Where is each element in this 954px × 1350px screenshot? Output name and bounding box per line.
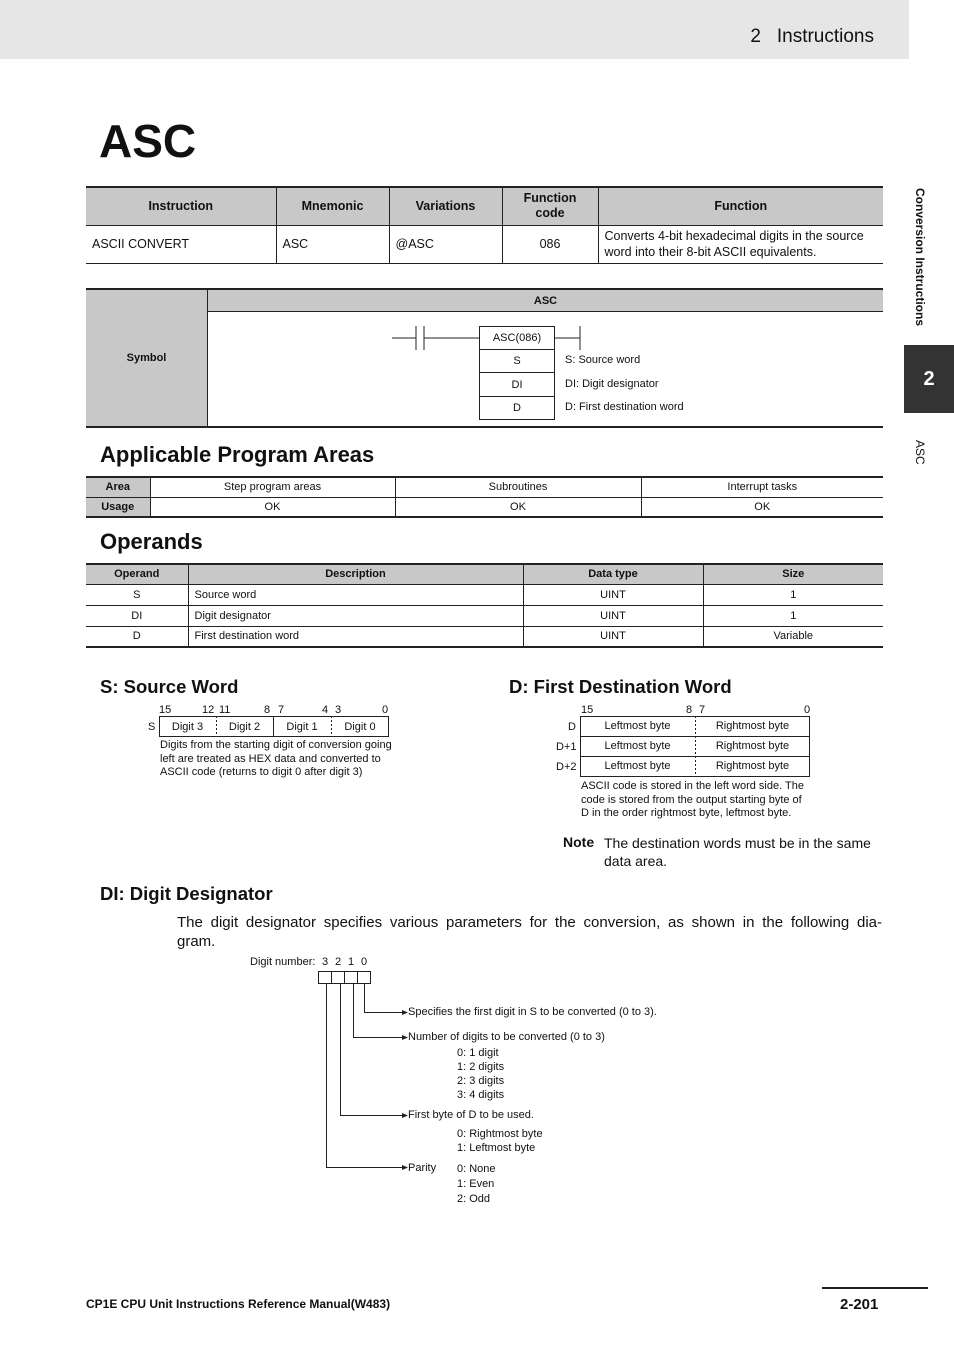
bit-label: 0 [382, 704, 389, 716]
header-mnemonic: Mnemonic [276, 187, 389, 225]
operand-d: D [513, 402, 521, 414]
digit-number-label: Digit number: [250, 956, 316, 968]
bit-label: 3 [335, 704, 342, 716]
leftmost-byte-cell: Leftmost byte [604, 740, 671, 752]
designator-item-label: Number of digits to be converted (0 to 3) [408, 1031, 605, 1043]
symbol-label: Symbol [86, 290, 208, 426]
dest-row-label: D+1 [556, 741, 577, 753]
program-areas-heading: Applicable Program Areas [100, 442, 375, 467]
operands-heading: Operands [100, 529, 203, 554]
bit-label: 8 [686, 704, 693, 716]
operands-table-header [86, 564, 883, 584]
cell-function: Converts 4-bit hexadecimal digits in the source word into their 8-bit ASCII equivalents. [598, 225, 883, 263]
program-areas-table [86, 476, 883, 518]
operand-data-type: UINT [523, 605, 703, 626]
page-title: ASC [99, 115, 197, 167]
symbol-header: ASC [208, 290, 883, 312]
note-label: Note [563, 834, 595, 850]
operand-s-desc: S: Source word [565, 354, 641, 366]
operand-di-desc: DI: Digit designator [565, 378, 659, 390]
footer-rule [822, 1287, 928, 1289]
digit-number: 1 [348, 956, 355, 968]
table-row [86, 497, 883, 517]
bit-label: 0 [804, 704, 811, 716]
header-function: Function [598, 187, 883, 225]
digit-designator-heading: DI: Digit Designator [100, 883, 273, 904]
rightmost-byte-cell: Rightmost byte [715, 740, 790, 752]
area-label: Area [86, 477, 150, 497]
designator-item-label: Specifies the first digit in S to be converted (0 to 3). [408, 1006, 657, 1018]
table-row [86, 584, 883, 605]
function-block-title: ASC(086) [492, 332, 542, 344]
header-instruction: Instruction [86, 187, 276, 225]
note-text: The destination words must be in the same data area. [604, 835, 871, 869]
digit-cell: Digit 1 [286, 720, 318, 733]
operand-size: Variable [703, 626, 883, 647]
area-step: Step program areas [150, 477, 395, 497]
bit-label: 12 [202, 704, 215, 716]
designator-item-label: Parity [408, 1162, 437, 1174]
header-function-code: Function code [502, 187, 598, 225]
area-interrupt: Interrupt tasks [641, 477, 883, 497]
source-word-heading: S: Source Word [100, 676, 239, 697]
area-subroutines: Subroutines [395, 477, 641, 497]
header-data-type: Data type [523, 564, 703, 584]
operand-description: Digit designator [188, 605, 523, 626]
instruction-table-header [86, 187, 883, 225]
dest-word-heading: D: First Destination Word [509, 676, 732, 697]
usage-subroutines: OK [395, 497, 641, 517]
bit-label: 7 [278, 704, 285, 716]
operands-table [86, 563, 883, 648]
leftmost-byte-cell: Leftmost byte [604, 720, 671, 732]
operand-d-desc: D: First destination word [565, 401, 684, 413]
side-instruction-label: ASC [913, 440, 927, 465]
bit-label: 8 [264, 704, 271, 716]
operand-size: 1 [703, 605, 883, 626]
rightmost-byte-cell: Rightmost byte [715, 760, 790, 772]
header-variations: Variations [389, 187, 502, 225]
designator-options: 0: Rightmost byte 1: Leftmost byte [457, 1128, 543, 1154]
chapter-number: 2 [750, 26, 761, 47]
digit-number: 2 [335, 956, 342, 968]
operand-data-type: UINT [523, 626, 703, 647]
instruction-table [86, 186, 883, 264]
bit-label: 4 [322, 704, 329, 716]
operand-name: DI [86, 605, 188, 626]
footer-manual-title: CP1E CPU Unit Instructions Reference Manual(W483) [86, 1297, 391, 1311]
rightmost-byte-cell: Rightmost byte [715, 720, 790, 732]
source-word-caption: Digits from the starting digit of conversion going left are treated as HEX data and converted to ASCII code (returns to digit 0 after digit 3) [160, 739, 392, 778]
operand-size: 1 [703, 584, 883, 605]
table-row [86, 225, 883, 263]
dest-word-caption: ASCII code is stored in the left word side. The code is stored from the output starting byte of D in the order rightmost byte, leftmost byte. [581, 780, 804, 819]
cell-function-code: 086 [502, 225, 598, 263]
designator-options: 0: 1 digit 1: 2 digits 2: 3 digits 3: 4 digits [457, 1047, 505, 1101]
running-header [750, 26, 874, 48]
bit-label: 11 [219, 704, 231, 716]
operand-data-type: UINT [523, 584, 703, 605]
operand-name: S [86, 584, 188, 605]
operand-s: S [513, 355, 521, 367]
digit-cell: Digit 0 [344, 720, 376, 733]
usage-interrupt: OK [641, 497, 883, 517]
digit-number: 0 [361, 956, 368, 968]
bit-label: 7 [699, 704, 706, 716]
source-row-label: S [148, 721, 156, 733]
designator-options: 0: None 1: Even 2: Odd [457, 1163, 496, 1205]
operand-description: First destination word [188, 626, 523, 647]
cell-mnemonic: ASC [276, 225, 389, 263]
page-number: 2-201 [840, 1296, 879, 1313]
chapter-title: Instructions [776, 26, 874, 47]
digit-cell: Digit 3 [171, 720, 204, 733]
operand-name: D [132, 630, 141, 643]
digit-designator-body: The digit designator specifies various parameters for the conversion, as shown in the following dia- gram. [177, 914, 882, 950]
bit-label: 15 [159, 704, 172, 716]
dest-row-label: D+2 [556, 761, 577, 773]
dest-row-label: D [568, 721, 576, 733]
table-row [86, 605, 883, 626]
leftmost-byte-cell: Leftmost byte [604, 760, 671, 772]
header-size: Size [703, 564, 883, 584]
usage-label: Usage [86, 497, 150, 517]
side-section-label: Conversion Instructions [913, 188, 927, 327]
operand-di: DI [511, 378, 523, 391]
header-operand: Operand [86, 564, 188, 584]
digit-cell: Digit 2 [228, 720, 261, 733]
bit-label: 15 [581, 704, 594, 716]
symbol-box [86, 288, 883, 428]
cell-variations: @ASC [389, 225, 502, 263]
cell-instruction: ASCII CONVERT [92, 237, 190, 251]
table-row [86, 626, 883, 647]
digit-number: 3 [322, 956, 329, 968]
table-row [86, 477, 883, 497]
header-description: Description [188, 564, 523, 584]
designator-item-label: First byte of D to be used. [408, 1109, 534, 1121]
chapter-tab: 2 [904, 345, 954, 413]
operand-description: Source word [188, 584, 523, 605]
usage-step: OK [150, 497, 395, 517]
digit-designator-diagram [300, 965, 420, 1175]
